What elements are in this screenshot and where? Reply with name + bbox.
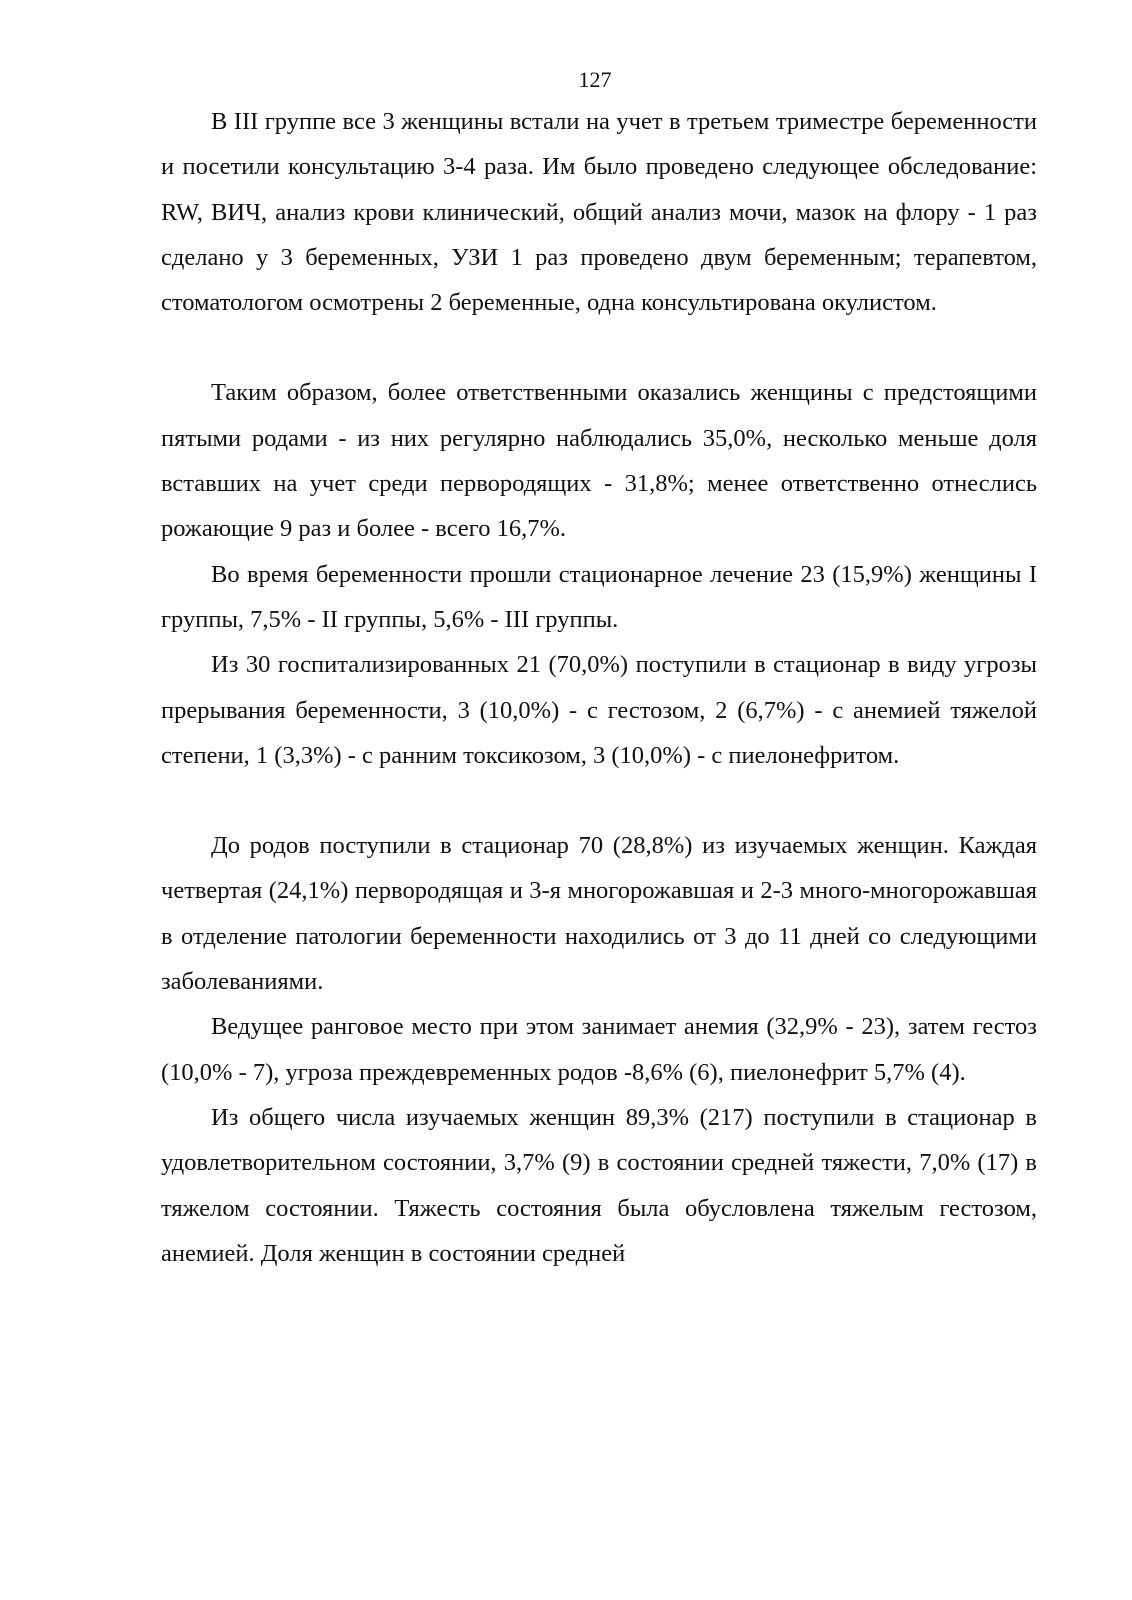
page-number: 127 [578, 67, 612, 92]
paragraph-leading-rank: Ведущее ранговое место при этом занимает анемия (32,9% - 23), затем гестоз (10,0% - 7), угроза преждевременных родов -8,6% (6), пиелонефрит 5,7% (4). [161, 1013, 1037, 1086]
paragraph-admitted-before-birth: До родов поступили в стационар 70 (28,8%) из изучаемых женщин. Каждая четвертая (24,1%) первородящая и 3-я многорожавшая и 2-3 много-многорожавшая в отделение патологии беременности находились от 3 до 11 дней со следующими заболеваниями. [161, 832, 1037, 996]
paragraph-inpatient-treatment: Во время беременности прошли стационарное лечение 23 (15,9%) женщины I группы, 7,5% - II группы, 5,6% - III группы. [161, 560, 1037, 633]
body-text [161, 99, 1037, 1276]
paragraph-condition-on-admission: Из общего числа изучаемых женщин 89,3% (217) поступили в стационар в удовлетворительном состоянии, 3,7% (9) в состоянии средней тяжести, 7,0% (17) в тяжелом состоянии. Тяжесть состояния была обусловлена тяжелым гестозом, анемией. Доля женщин в состоянии средней [161, 1103, 1037, 1267]
paragraph-responsibility: Таким образом, более ответственными оказались женщины с предстоящими пятыми родами - из них регулярно наблюдались 35,0%, несколько меньше доля вставших на учет среди первородящих - 31,8%; менее ответственно отнеслись рожающие 9 раз и более - всего 16,7%. [161, 379, 1037, 543]
paragraph-hospitalized-causes: Из 30 госпитализированных 21 (70,0%) поступили в стационар в виду угрозы прерывания беременности, 3 (10,0%) - с гестозом, 2 (6,7%) - с анемией тяжелой степени, 1 (3,3%) - с ранним токсикозом, 3 (10,0%) - с пиелонефритом. [161, 651, 1037, 769]
paragraph-group-iii-examination: В III группе все 3 женщины встали на учет в третьем триместре беременности и посетили консультацию 3-4 раза. Им было проведено следующее обследование: RW, ВИЧ, анализ крови клинический, общий анализ мочи, мазок на флору - 1 раз сделано у 3 беременных, УЗИ 1 раз проведено двум беременным; терапевтом, стоматологом осмотрены 2 беременные, одна консультирована окулистом. [161, 108, 1037, 317]
